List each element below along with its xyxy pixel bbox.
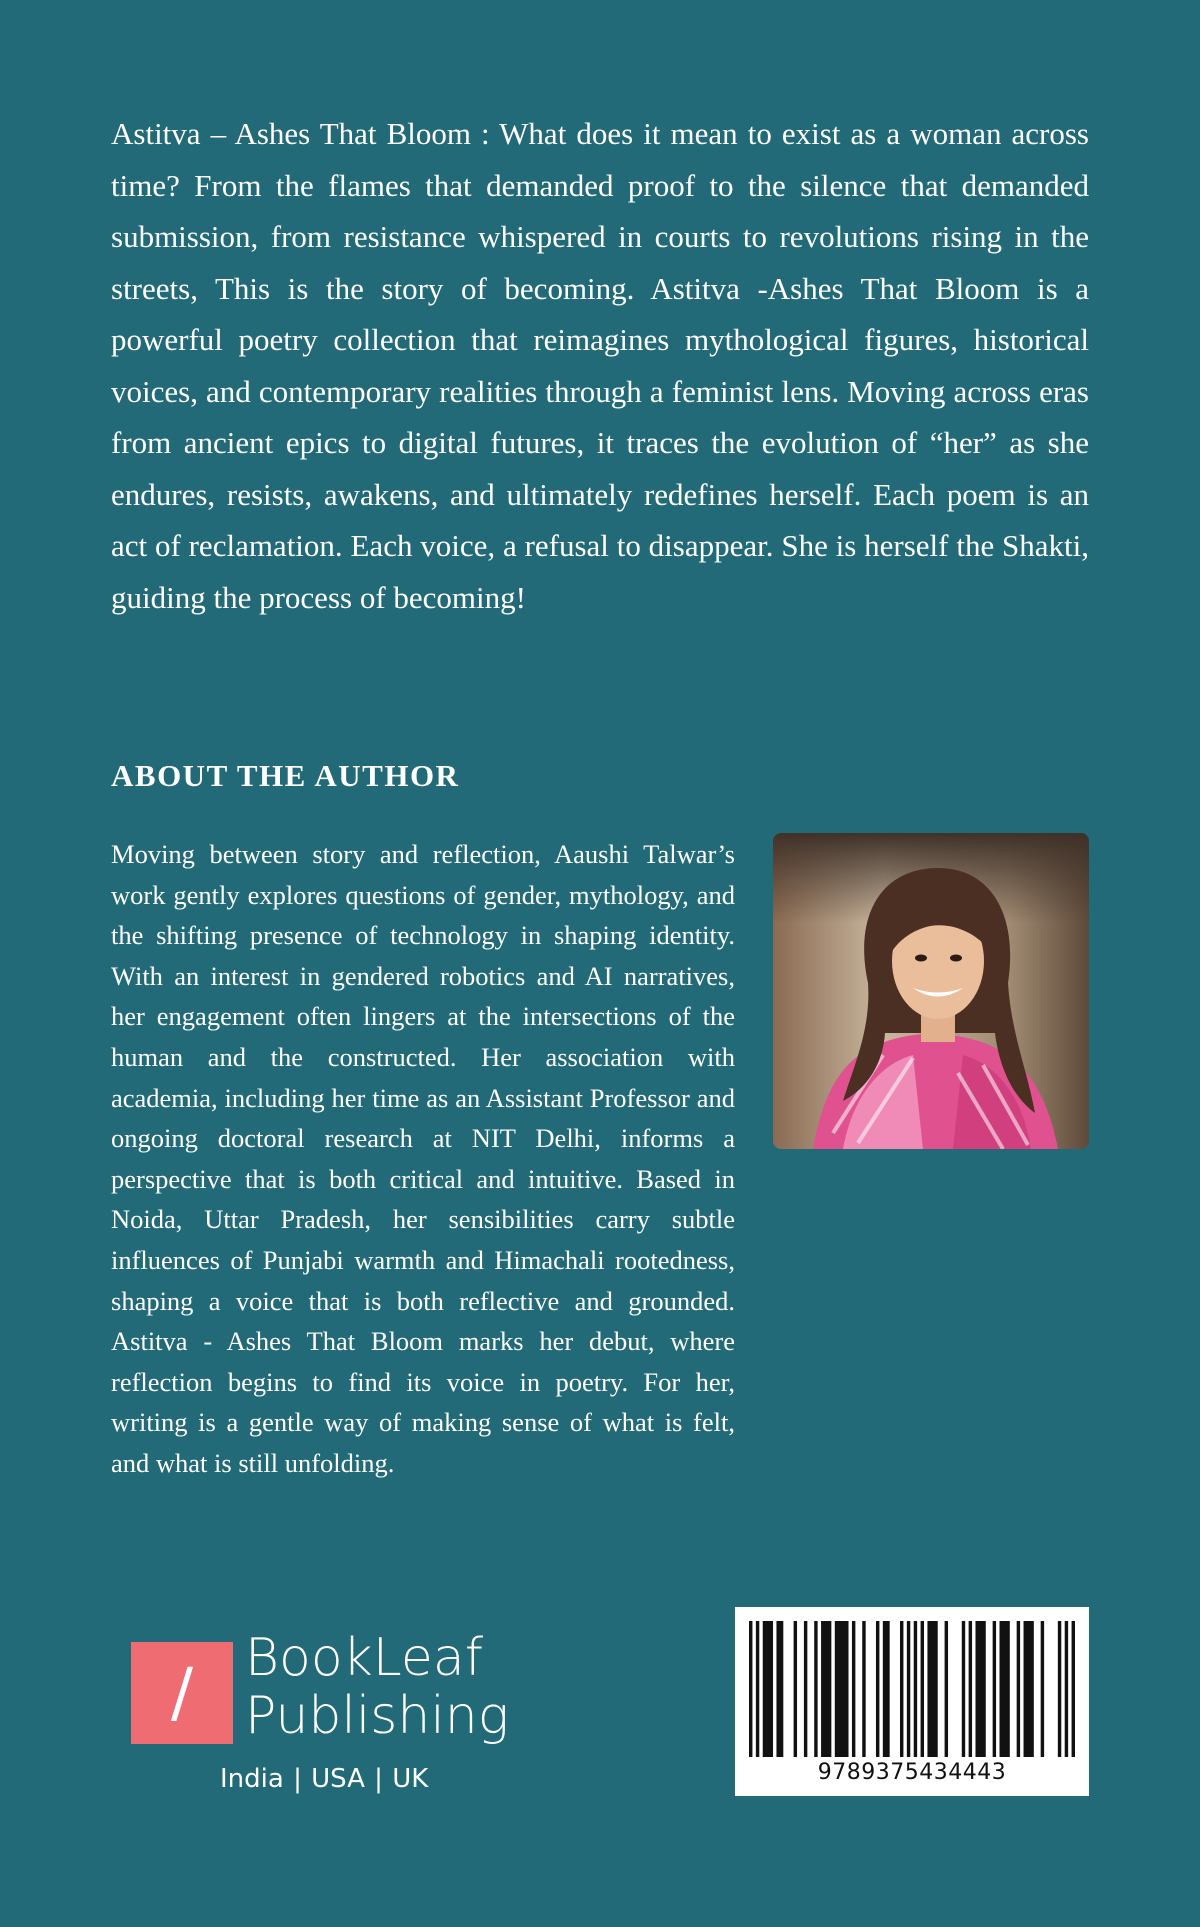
publisher-name-line2: Publishing: [245, 1686, 509, 1746]
barcode-bar: [927, 1621, 937, 1757]
isbn-number: 9789375434443: [817, 1760, 1007, 1785]
barcode-bar: [763, 1621, 773, 1757]
barcode-bar: [756, 1621, 759, 1757]
barcode-bar: [993, 1621, 996, 1757]
barcode-bar: [821, 1621, 831, 1757]
barcode-bar: [1017, 1621, 1020, 1757]
barcode-bar: [921, 1621, 924, 1757]
barcode-bar: [852, 1621, 855, 1757]
barcode-bar: [804, 1621, 807, 1757]
barcode-bar: [1041, 1621, 1044, 1757]
barcode-bar: [945, 1621, 948, 1757]
barcode-bar: [814, 1621, 817, 1757]
barcode-bar: [794, 1621, 797, 1757]
barcode-bar: [876, 1621, 879, 1757]
about-author-heading: ABOUT THE AUTHOR: [111, 758, 460, 793]
barcode-bar: [1072, 1621, 1075, 1757]
publisher-name-line1: BookLeaf: [245, 1628, 484, 1688]
barcode-bar: [862, 1621, 865, 1757]
author-photo: [773, 833, 1089, 1149]
barcode-bar: [1065, 1621, 1068, 1757]
author-bio: Moving between story and reflection, Aaushi Talwar’s work gently explores questions of gender, mythology, and the shifting presence of technology in shaping identity. With an interest in gendered robotics and AI narratives, her engagement often lingers at the intersections of the human and the constructed. Her association with academia, including her time as an Assistant Professor and ongoing doctoral research at NIT Delhi, informs a perspective that is both critical and intuitive. Based in Noida, Uttar Pradesh, her sensibilities carry subtle influences of Punjabi warmth and Himachali rootedness, shaping a voice that is both reflective and grounded. Astitva - Ashes That Bloom marks her debut, where reflection begins to find its voice in poetry. For her, writing is a gentle way of making sense of what is felt, and what is still unfolding.: [111, 839, 735, 1478]
slash-icon: /: [170, 1654, 194, 1731]
publisher-tagline: India | USA | UK: [220, 1764, 429, 1794]
barcode-bar: [1024, 1621, 1034, 1757]
barcode-bar: [1058, 1621, 1061, 1757]
barcode-bar: [883, 1621, 890, 1757]
barcode-bar: [776, 1621, 783, 1757]
barcode-bar: [900, 1621, 903, 1757]
publisher-logo-mark: [131, 1642, 233, 1744]
barcode-bar: [962, 1621, 965, 1757]
barcode-bar: [835, 1621, 849, 1757]
barcode-bar: [1000, 1621, 1010, 1757]
barcode-bar: [914, 1621, 917, 1757]
publisher-name: [245, 1629, 509, 1745]
publisher-logo: [131, 1628, 521, 1797]
barcode-bars: [749, 1621, 1075, 1757]
back-cover-blurb: Astitva – Ashes That Bloom : What does it mean to exist as a woman across time? From the flames that demanded proof to the silence that demanded submission, from resistance whispered in courts to revolutions rising in the streets, This is the story of becoming. Astitva -Ashes That Bloom is a powerful poetry collection that reimagines mythological figures, historical voices, and contemporary realities through a feminist lens. Moving across eras from ancient epics to digital futures, it traces the evolution of “her” as she endures, resists, awakens, and ultimately redefines herself. Each poem is an act of reclamation. Each voice, a refusal to disappear. She is herself the Shakti, guiding the process of becoming!: [111, 116, 1089, 615]
barcode-bar: [907, 1621, 910, 1757]
barcode-bar: [749, 1621, 752, 1757]
barcode-bar: [969, 1621, 972, 1757]
barcode-bar: [975, 1621, 985, 1757]
isbn-barcode: [735, 1607, 1089, 1796]
